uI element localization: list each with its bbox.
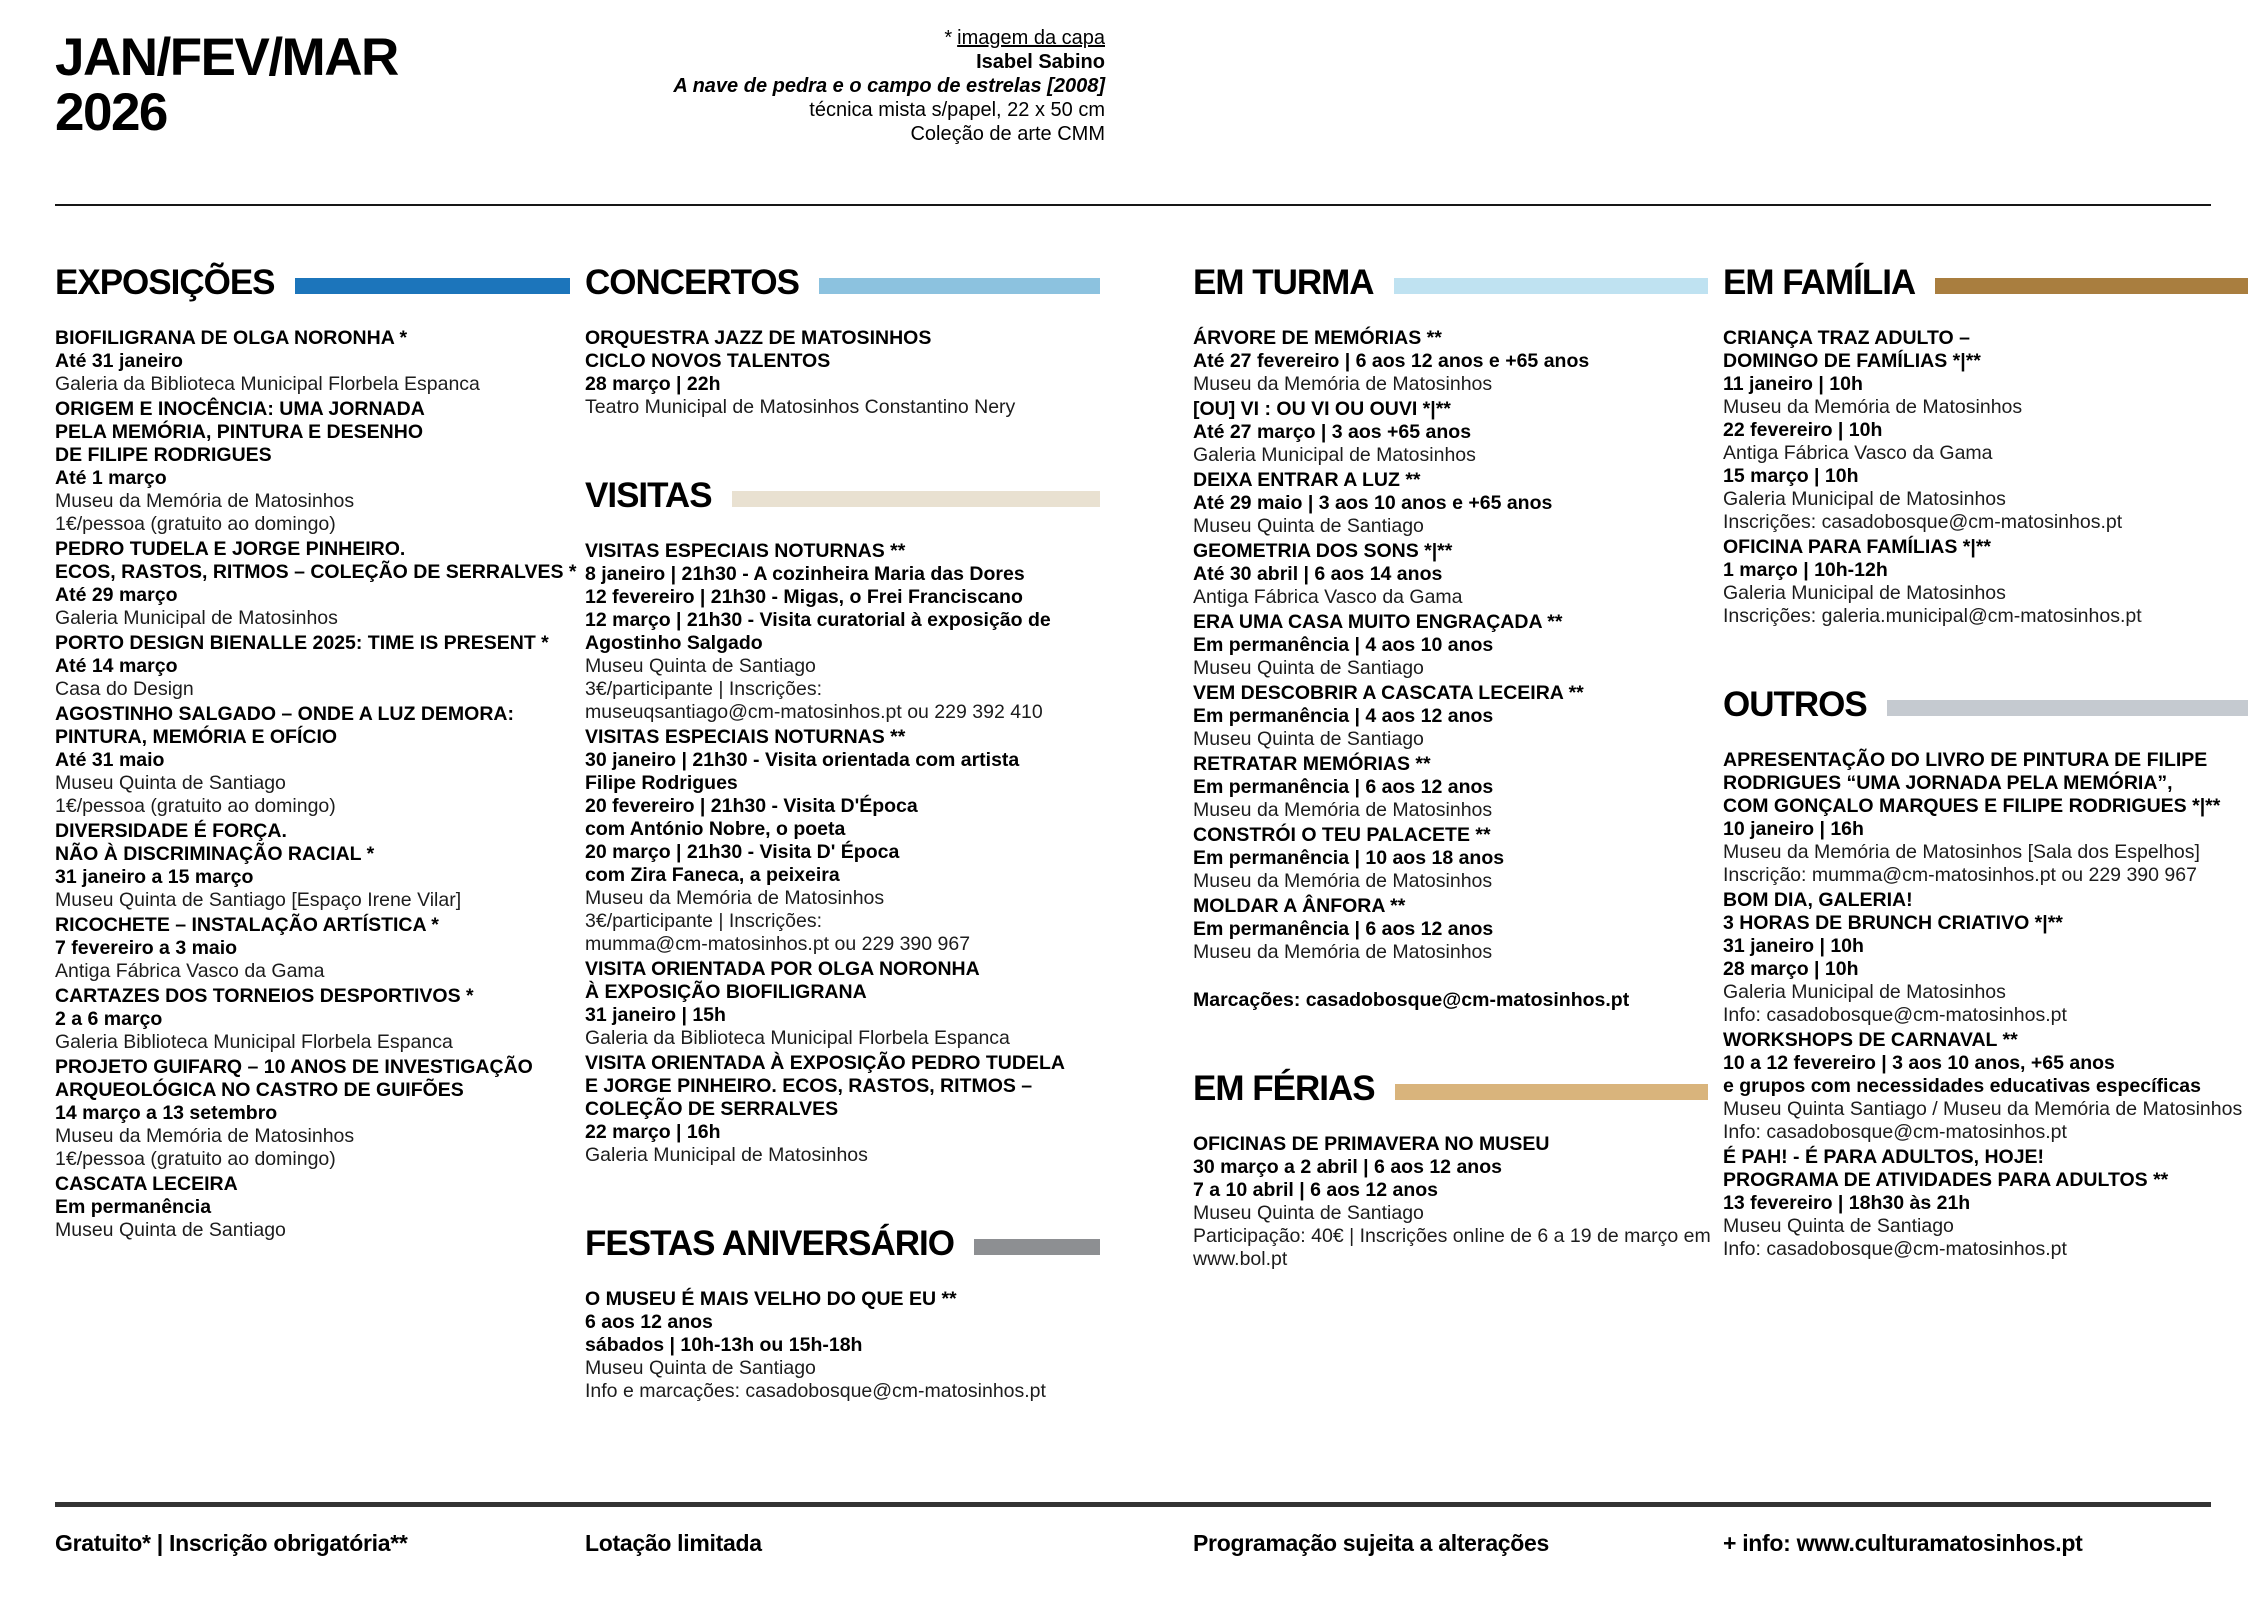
event-info-line: 7 a 10 abril | 6 aos 12 anos (1193, 1179, 1439, 1201)
section-header (1723, 262, 2248, 304)
event-info-line: 28 março | 10h (1723, 958, 1859, 980)
event-title-line: PORTO DESIGN BIENALLE 2025: TIME IS PRESENT * (55, 632, 549, 654)
event-title-line: CONSTRÓI O TEU PALACETE ** (1193, 824, 1491, 846)
event-info-line: 7 fevereiro a 3 maio (55, 937, 238, 959)
event-info-line: Até 29 maio | 3 aos 10 anos e +65 anos (1193, 492, 1553, 514)
event-info-line: 1 março | 10h-12h (1723, 559, 1888, 581)
section-header (55, 262, 570, 304)
event-venue-line: Museu da Memória de Matosinhos (585, 887, 885, 909)
event-venue-line: Museu da Memória de Matosinhos (1193, 870, 1493, 892)
section-header (1723, 684, 2248, 726)
event-entry (1193, 753, 1708, 822)
event-venue-line: Antiga Fábrica Vasco da Gama (1193, 586, 1463, 608)
footer-note-lotacao: Lotação limitada (585, 1530, 762, 1556)
event-title-line: RODRIGUES “UMA JORNADA PELA MEMÓRIA”, (1723, 772, 2173, 794)
section-title: EM FAMÍLIA (1723, 263, 1916, 302)
event-title-line: 3 HORAS DE BRUNCH CRIATIVO *|** (1723, 912, 2063, 934)
event-venue-line: Galeria Municipal de Matosinhos (1193, 444, 1476, 466)
event-info-line: 14 março a 13 setembro (55, 1102, 278, 1124)
event-entry (55, 632, 570, 701)
event-title-line: COM GONÇALO MARQUES E FILIPE RODRIGUES *|** (1723, 795, 2221, 817)
event-info-line: 20 fevereiro | 21h30 - Visita D'Época (585, 795, 918, 817)
event-info-line: Em permanência (55, 1196, 212, 1218)
event-venue-line: Museu da Memória de Matosinhos (1193, 941, 1493, 963)
event-venue-line: Inscrições: casadobosque@cm-matosinhos.pt (1723, 511, 2123, 533)
event-venue-line: Info: casadobosque@cm-matosinhos.pt (1723, 1121, 2067, 1143)
event-title-line: BIOFILIGRANA DE OLGA NORONHA * (55, 327, 408, 349)
event-title-line: GEOMETRIA DOS SONS *|** (1193, 540, 1453, 562)
event-title-line: OFICINA PARA FAMÍLIAS *|** (1723, 536, 1991, 558)
event-info-line: Em permanência | 4 aos 12 anos (1193, 705, 1494, 727)
event-venue-line: museuqsantiago@cm-matosinhos.pt ou 229 392 410 (585, 701, 1043, 723)
event-entry (585, 958, 1100, 1050)
event-venue-line: Galeria Municipal de Matosinhos (55, 607, 338, 629)
event-title-line: NÃO À DISCRIMINAÇÃO RACIAL * (55, 843, 375, 865)
event-entry (1193, 398, 1708, 467)
section-color-bar (1394, 278, 1708, 294)
event-info-line: Até 27 fevereiro | 6 aos 12 anos e +65 anos (1193, 350, 1590, 372)
event-title-line: ECOS, RASTOS, RITMOS – COLEÇÃO DE SERRALVES * (55, 561, 577, 583)
event-title-line: VISITAS ESPECIAIS NOTURNAS ** (585, 540, 906, 562)
event-info-line: Em permanência | 10 aos 18 anos (1193, 847, 1505, 869)
event-title-line: DOMINGO DE FAMÍLIAS *|** (1723, 350, 1981, 372)
event-info-line: Em permanência | 6 aos 12 anos (1193, 776, 1494, 798)
event-venue-line: Museu Quinta Santiago / Museu da Memória de Matosinhos (1723, 1098, 2243, 1120)
event-title-line: [OU] VI : OU VI OU OUVI *|** (1193, 398, 1451, 420)
event-venue-line: Museu Quinta de Santiago (1723, 1215, 1954, 1237)
section-em-familia (1723, 262, 2248, 628)
event-venue-line: Museu da Memória de Matosinhos (1193, 373, 1493, 395)
event-venue-line: www.bol.pt (1193, 1248, 1288, 1270)
event-title-line: VEM DESCOBRIR A CASCATA LECEIRA ** (1193, 682, 1584, 704)
event-info-line: 30 março a 2 abril | 6 aos 12 anos (1193, 1156, 1502, 1178)
event-venue-line: Antiga Fábrica Vasco da Gama (55, 960, 325, 982)
event-title-line: O MUSEU É MAIS VELHO DO QUE EU ** (585, 1288, 957, 1310)
event-venue-line: Antiga Fábrica Vasco da Gama (1723, 442, 1993, 464)
event-title-line: PELA MEMÓRIA, PINTURA E DESENHO (55, 421, 423, 443)
event-info-line: Até 1 março (55, 467, 167, 489)
cover-artist: Isabel Sabino (976, 51, 1105, 73)
event-entry (1193, 1133, 1711, 1271)
event-venue-line: Museu Quinta de Santiago (55, 1219, 286, 1241)
event-info-line: Até 27 março | 3 aos +65 anos (1193, 421, 1472, 443)
event-info-line: 31 janeiro | 10h (1723, 935, 1864, 957)
event-info-line: 28 março | 22h (585, 373, 721, 395)
event-entry (55, 1056, 570, 1171)
event-venue-line: Museu da Memória de Matosinhos (55, 1125, 355, 1147)
booking-note (1193, 989, 1708, 1012)
event-title-line: ARQUEOLÓGICA NO CASTRO DE GUIFÕES (55, 1079, 464, 1101)
section-header (585, 1223, 1100, 1265)
event-venue-line: 3€/participante | Inscrições: (585, 678, 823, 700)
event-venue-line: Museu da Memória de Matosinhos (1723, 396, 2023, 418)
event-venue-line: Info: casadobosque@cm-matosinhos.pt (1723, 1004, 2067, 1026)
event-info-line: 12 março | 21h30 - Visita curatorial à exposição de (585, 609, 1051, 631)
event-title-line: PROJETO GUIFARQ – 10 ANOS DE INVESTIGAÇÃO (55, 1056, 533, 1078)
event-entry (55, 398, 570, 536)
event-venue-line: 3€/participante | Inscrições: (585, 910, 823, 932)
event-title-line: RETRATAR MEMÓRIAS ** (1193, 753, 1431, 775)
event-venue-line: Participação: 40€ | Inscrições online de 6 a 19 de março em (1193, 1225, 1711, 1247)
event-info-line: Agostinho Salgado (585, 632, 763, 654)
event-entry (55, 985, 570, 1054)
event-title-line: E JORGE PINHEIRO. ECOS, RASTOS, RITMOS – (585, 1075, 1033, 1097)
event-title-line: RICOCHETE – INSTALAÇÃO ARTÍSTICA * (55, 914, 439, 936)
event-venue-line: Museu Quinta de Santiago (1193, 728, 1424, 750)
event-entry (1723, 889, 2248, 1027)
event-title-line: DIVERSIDADE É FORÇA. (55, 820, 287, 842)
event-info-line: 2 a 6 março (55, 1008, 163, 1030)
footer-note-info-url: + info: www.culturamatosinhos.pt (1723, 1530, 2083, 1556)
section-color-bar (1935, 278, 2248, 294)
event-venue-line: Museu Quinta de Santiago (585, 655, 816, 677)
cover-artwork-title: A nave de pedra e o campo de estrelas [2008] (673, 75, 1105, 97)
event-title-line: MOLDAR A ÂNFORA ** (1193, 895, 1406, 917)
section-title: FESTAS ANIVERSÁRIO (585, 1224, 954, 1263)
event-info-line: e grupos com necessidades educativas específicas (1723, 1075, 2201, 1097)
event-venue-line: Galeria Municipal de Matosinhos (1723, 488, 2006, 510)
cover-image-link: imagem da capa (957, 27, 1105, 49)
cover-collection: Coleção de arte CMM (910, 123, 1105, 145)
event-info-line: com António Nobre, o poeta (585, 818, 846, 840)
event-venue-line: Museu da Memória de Matosinhos [Sala dos Espelhos] (1723, 841, 2200, 863)
event-info-line: Até 30 abril | 6 aos 14 anos (1193, 563, 1443, 585)
event-entry (1723, 536, 2248, 628)
section-title: CONCERTOS (585, 263, 799, 302)
event-title-line: ORIGEM E INOCÊNCIA: UMA JORNADA (55, 398, 425, 420)
event-info-line: Até 29 março (55, 584, 178, 606)
section-color-bar (732, 491, 1100, 507)
event-venue-line: Museu Quinta de Santiago (1193, 1202, 1424, 1224)
event-entry (55, 703, 570, 818)
event-venue-line: Info: casadobosque@cm-matosinhos.pt (1723, 1238, 2067, 1260)
section-title: EM FÉRIAS (1193, 1069, 1375, 1108)
event-entry (1193, 895, 1708, 964)
section-outros (1723, 684, 2248, 1261)
event-title-line: CRIANÇA TRAZ ADULTO – (1723, 327, 1970, 349)
event-title-line: COLEÇÃO DE SERRALVES (585, 1098, 839, 1120)
event-entry (1723, 327, 2248, 534)
header-divider (55, 204, 2211, 206)
event-title-line: DEIXA ENTRAR A LUZ ** (1193, 469, 1421, 491)
event-title-line: DE FILIPE RODRIGUES (55, 444, 272, 466)
section-header (1193, 262, 1708, 304)
event-title-line: AGOSTINHO SALGADO – ONDE A LUZ DEMORA: (55, 703, 514, 725)
event-entry (55, 1173, 570, 1242)
event-title-line: PINTURA, MEMÓRIA E OFÍCIO (55, 726, 338, 748)
event-venue-line: Galeria Biblioteca Municipal Florbela Espanca (55, 1031, 453, 1053)
section-color-bar (295, 278, 570, 294)
event-venue-line: Galeria Municipal de Matosinhos (1723, 981, 2006, 1003)
event-info-line: Em permanência | 4 aos 10 anos (1193, 634, 1494, 656)
event-title-line: BOM DIA, GALERIA! (1723, 889, 1913, 911)
event-info-line: com Zira Faneca, a peixeira (585, 864, 840, 886)
event-title-line: PEDRO TUDELA E JORGE PINHEIRO. (55, 538, 406, 560)
section-title: VISITAS (585, 476, 712, 515)
event-info-line: sábados | 10h-13h ou 15h-18h (585, 1334, 863, 1356)
event-entry (55, 914, 570, 983)
event-venue-line: Inscrição: mumma@cm-matosinhos.pt ou 229 390 967 (1723, 864, 2197, 886)
section-color-bar (1887, 700, 2248, 716)
event-entry (585, 1288, 1100, 1403)
event-info-line: Em permanência | 6 aos 12 anos (1193, 918, 1494, 940)
event-info-line: 30 janeiro | 21h30 - Visita orientada com artista (585, 749, 1020, 771)
section-visitas (585, 475, 1100, 1167)
page-title-line2: 2026 (55, 83, 167, 142)
asterisk-mark: * (944, 27, 953, 49)
event-title-line: É PAH! - É PARA ADULTOS, HOJE! (1723, 1146, 2045, 1168)
event-title-line: ORQUESTRA JAZZ DE MATOSINHOS (585, 327, 932, 349)
event-title-line: PROGRAMA DE ATIVIDADES PARA ADULTOS ** (1723, 1169, 2169, 1191)
section-color-bar (1395, 1084, 1708, 1100)
event-entry (1193, 682, 1708, 751)
event-info-line: 10 janeiro | 16h (1723, 818, 1864, 840)
event-entry (1193, 540, 1708, 609)
page-title (55, 30, 398, 140)
event-title-line: WORKSHOPS DE CARNAVAL ** (1723, 1029, 2018, 1051)
cover-technique: técnica mista s/papel, 22 x 50 cm (809, 99, 1105, 121)
cover-credit-link-line (600, 26, 1105, 50)
event-venue-line: Galeria Municipal de Matosinhos (585, 1144, 868, 1166)
event-venue-line: Museu da Memória de Matosinhos (1193, 799, 1493, 821)
event-entry (1723, 749, 2248, 887)
event-venue-line: Info e marcações: casadobosque@cm-matosinhos.pt (585, 1380, 1046, 1402)
event-info-line: 11 janeiro | 10h (1723, 373, 1863, 395)
event-title-line: CASCATA LECEIRA (55, 1173, 238, 1195)
event-info-line: Até 14 março (55, 655, 178, 677)
event-title-line: VISITA ORIENTADA À EXPOSIÇÃO PEDRO TUDELA (585, 1052, 1065, 1074)
section-color-bar (974, 1239, 1100, 1255)
event-entry (55, 538, 577, 630)
event-venue-line: 1€/pessoa (gratuito ao domingo) (55, 513, 336, 535)
event-title-line: VISITA ORIENTADA POR OLGA NORONHA (585, 958, 980, 980)
section-em-turma (1193, 262, 1708, 1012)
section-em-ferias (1193, 1068, 1711, 1271)
section-header (585, 475, 1100, 517)
event-title-line: VISITAS ESPECIAIS NOTURNAS ** (585, 726, 906, 748)
event-info-line: 6 aos 12 anos (585, 1311, 713, 1333)
event-venue-line: Museu Quinta de Santiago (55, 772, 286, 794)
event-entry (1193, 611, 1708, 680)
event-info-line: 31 janeiro a 15 março (55, 866, 254, 888)
event-info-line: 20 março | 21h30 - Visita D' Época (585, 841, 900, 863)
event-venue-line: Museu da Memória de Matosinhos (55, 490, 355, 512)
event-title-line: CICLO NOVOS TALENTOS (585, 350, 831, 372)
event-info-line: Até 31 janeiro (55, 350, 183, 372)
event-info-line: Marcações: casadobosque@cm-matosinhos.pt (1193, 989, 1630, 1011)
event-venue-line: 1€/pessoa (gratuito ao domingo) (55, 1148, 336, 1170)
section-title: EM TURMA (1193, 263, 1374, 302)
section-title: OUTROS (1723, 685, 1867, 724)
event-entry (1723, 1029, 2248, 1144)
event-venue-line: Teatro Municipal de Matosinhos Constantino Nery (585, 396, 1016, 418)
event-venue-line: Galeria Municipal de Matosinhos (1723, 582, 2006, 604)
event-info-line: 13 fevereiro | 18h30 às 21h (1723, 1192, 1971, 1214)
event-title-line: ERA UMA CASA MUITO ENGRAÇADA ** (1193, 611, 1563, 633)
event-entry (1723, 1146, 2248, 1261)
column-em-familia-outros (1723, 262, 2248, 1263)
event-title-line: ÁRVORE DE MEMÓRIAS ** (1193, 327, 1442, 349)
event-info-line: 12 fevereiro | 21h30 - Migas, o Frei Franciscano (585, 586, 1023, 608)
event-venue-line: Museu Quinta de Santiago (585, 1357, 816, 1379)
event-venue-line: Casa do Design (55, 678, 194, 700)
section-color-bar (819, 278, 1100, 294)
column-concertos-visitas-festas (585, 262, 1100, 1405)
event-venue-line: Galeria da Biblioteca Municipal Florbela Espanca (55, 373, 480, 395)
event-venue-line: Museu Quinta de Santiago (1193, 515, 1424, 537)
event-entry (55, 820, 570, 912)
event-entry (55, 327, 570, 396)
event-info-line: 22 fevereiro | 10h (1723, 419, 1883, 441)
event-entry (1193, 824, 1708, 893)
event-entry (1193, 469, 1708, 538)
event-venue-line: mumma@cm-matosinhos.pt ou 229 390 967 (585, 933, 971, 955)
event-title-line: À EXPOSIÇÃO BIOFILIGRANA (585, 981, 867, 1003)
footer-note-gratuito: Gratuito* | Inscrição obrigatória** (55, 1530, 408, 1556)
event-entry (1193, 327, 1708, 396)
event-venue-line: Inscrições: galeria.municipal@cm-matosinhos.pt (1723, 605, 2142, 627)
footer-note-programacao: Programação sujeita a alterações (1193, 1530, 1550, 1556)
event-info-line: 15 março | 10h (1723, 465, 1859, 487)
page-title-line1: JAN/FEV/MAR (55, 28, 398, 87)
section-header (585, 262, 1100, 304)
cover-credit (600, 26, 1105, 146)
footer-divider (55, 1502, 2211, 1507)
column-em-turma-em-ferias (1193, 262, 1711, 1273)
section-exposicoes (55, 262, 577, 1242)
event-info-line: 10 a 12 fevereiro | 3 aos 10 anos, +65 anos (1723, 1052, 2115, 1074)
event-title-line: CARTAZES DOS TORNEIOS DESPORTIVOS * (55, 985, 474, 1007)
event-title-line: APRESENTAÇÃO DO LIVRO DE PINTURA DE FILIPE (1723, 749, 2208, 771)
event-entry (585, 327, 1100, 419)
section-concertos (585, 262, 1100, 419)
event-entry (585, 1052, 1100, 1167)
event-venue-line: Museu Quinta de Santiago (1193, 657, 1424, 679)
event-info-line: 8 janeiro | 21h30 - A cozinheira Maria das Dores (585, 563, 1025, 585)
section-title: EXPOSIÇÕES (55, 263, 275, 302)
event-info-line: Até 31 maio (55, 749, 165, 771)
event-entry (585, 540, 1100, 724)
event-info-line: 22 março | 16h (585, 1121, 721, 1143)
section-festas-aniversario (585, 1223, 1100, 1403)
event-entry (585, 726, 1100, 956)
event-venue-line: Museu Quinta de Santiago [Espaço Irene Vilar] (55, 889, 462, 911)
section-header (1193, 1068, 1708, 1110)
event-venue-line: Galeria da Biblioteca Municipal Florbela Espanca (585, 1027, 1010, 1049)
event-venue-line: 1€/pessoa (gratuito ao domingo) (55, 795, 336, 817)
column-exposicoes (55, 262, 577, 1244)
event-title-line: OFICINAS DE PRIMAVERA NO MUSEU (1193, 1133, 1550, 1155)
event-info-line: Filipe Rodrigues (585, 772, 738, 794)
event-info-line: 31 janeiro | 15h (585, 1004, 726, 1026)
